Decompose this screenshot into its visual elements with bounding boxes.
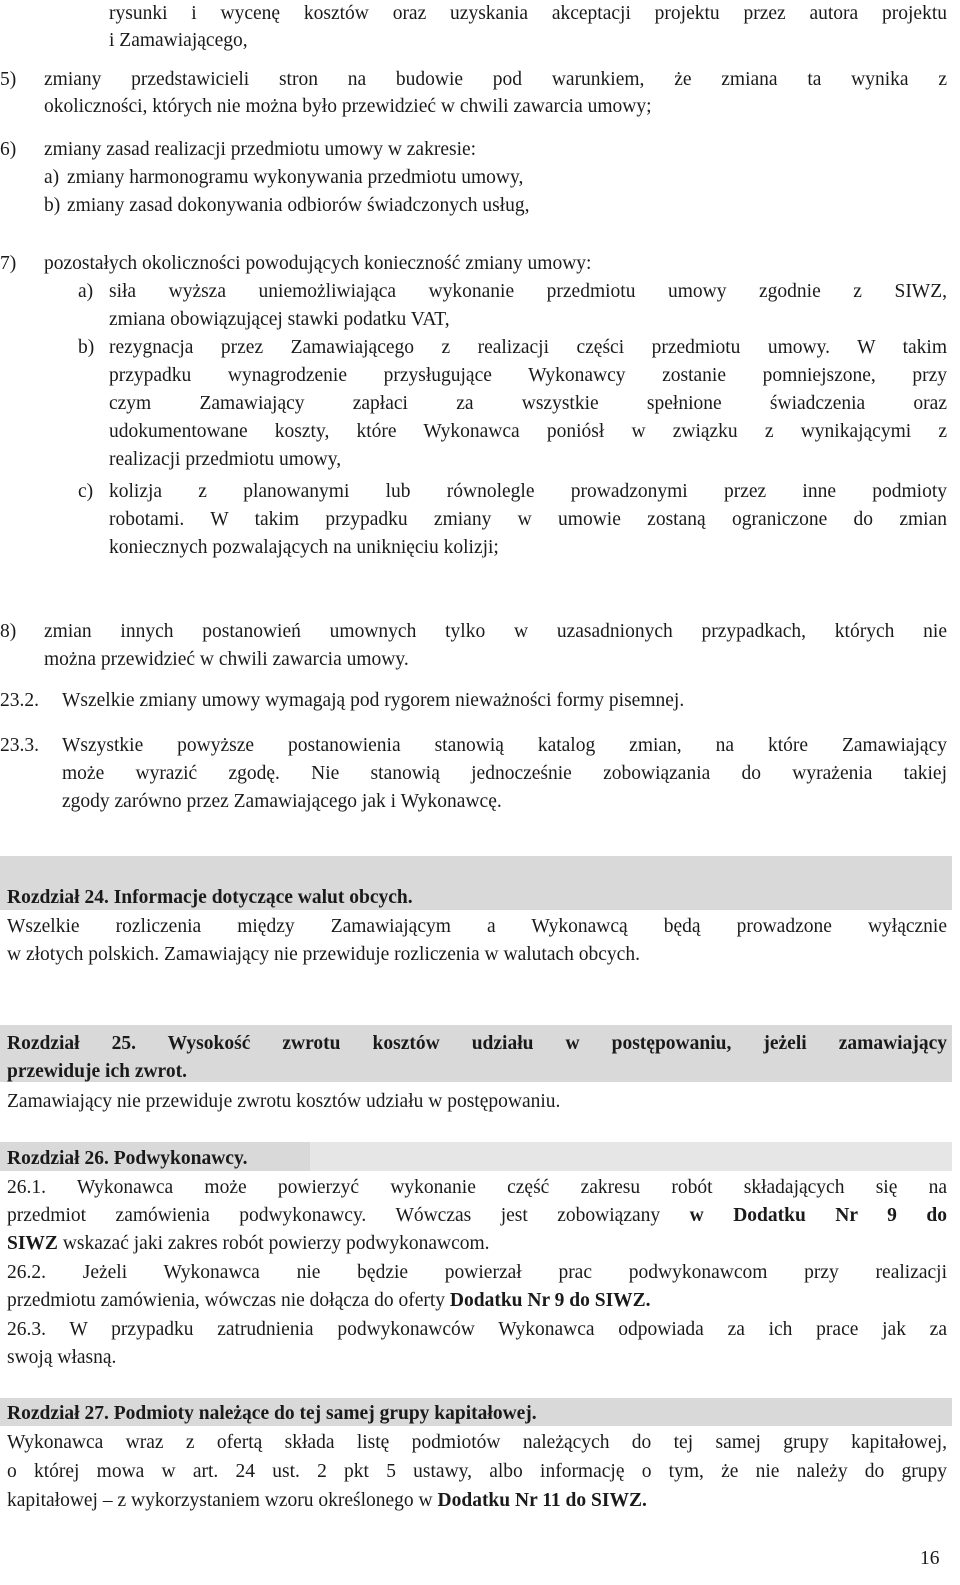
- list-item: pozostałych okoliczności powodujących konieczność zmiany umowy:: [44, 253, 592, 274]
- paragraph-line: [7, 1202, 947, 1230]
- sub-list-letter: a): [44, 167, 60, 188]
- paragraph-line: 26.1. Wykonawca może powierzyć wykonanie część zakresu robót składających się na: [7, 1177, 947, 1198]
- sub-list-letter: c): [78, 481, 94, 502]
- sub-list-item: zmiany zasad dokonywania odbiorów świadczonych usług,: [67, 195, 530, 216]
- paragraph-line: o której mowa w art. 24 ust. 2 pkt 5 ustawy, albo informację o tym, że nie należy do grupy: [7, 1461, 947, 1482]
- chapter-heading: Rozdział 25. Wysokość zwrotu kosztów udziału w postępowaniu, jeżeli zamawiający: [7, 1033, 947, 1054]
- paragraph-line: koniecznych pozwalających na uniknięciu kolizji;: [109, 537, 499, 558]
- list-item: zmian innych postanowień umownych tylko w uzasadnionych przypadkach, których nie: [44, 621, 947, 642]
- paragraph-line: zmiana obowiązującej stawki podatku VAT,: [109, 309, 450, 330]
- bold-reference: Dodatku Nr 9 do SIWZ.: [449, 1290, 651, 1311]
- section-number: 23.3.: [0, 735, 39, 756]
- chapter-heading: Rozdział 26. Podwykonawcy.: [7, 1148, 248, 1169]
- paragraph-line: można przewidzieć w chwili zawarcia umowy.: [44, 649, 409, 670]
- list-number: 6): [0, 139, 17, 160]
- sub-list-letter: b): [78, 337, 95, 358]
- sub-list-letter: a): [78, 281, 94, 302]
- paragraph-line: może wyrazić zgodę. Nie stanowią jednocześnie zobowiązania do wyrażenia takiej: [62, 763, 947, 784]
- paragraph-line: 26.2. Jeżeli Wykonawca nie będzie powierzał prac podwykonawcom przy realizacji: [7, 1262, 947, 1283]
- page-number: 16: [920, 1548, 940, 1569]
- bold-reference: Dodatku Nr 11 do SIWZ.: [437, 1490, 647, 1511]
- sub-list-item: zmiany harmonogramu wykonywania przedmiotu umowy,: [67, 167, 524, 188]
- sub-list-item: kolizja z planowanymi lub równolegle prowadzonymi przez inne podmioty: [109, 481, 947, 502]
- chapter-heading-band: [310, 1142, 952, 1171]
- paragraph-line: i Zamawiającego,: [109, 30, 248, 51]
- list-number: 8): [0, 621, 17, 642]
- paragraph-line: zgody zarówno przez Zamawiającego jak i Wykonawcę.: [62, 791, 502, 812]
- paragraph-line: 26.3. W przypadku zatrudnienia podwykonawców Wykonawca odpowiada za ich prace jak za: [7, 1319, 947, 1340]
- paragraph-line: Zamawiający nie przewiduje zwrotu kosztów udziału w postępowaniu.: [7, 1091, 561, 1112]
- paragraph-line: Wszystkie powyższe postanowienia stanowią katalog zmian, na które Zamawiający: [62, 735, 947, 756]
- list-item: zmiany zasad realizacji przedmiotu umowy w zakresie:: [44, 139, 477, 160]
- paragraph-line: Wszelkie rozliczenia między Zamawiającym a Wykonawcą będą prowadzone wyłącznie: [7, 916, 947, 937]
- paragraph-line: robotami. W takim przypadku zmiany w umowie zostaną ograniczone do zmian: [109, 509, 947, 530]
- section-number: 23.2.: [0, 690, 39, 711]
- bold-reference: w Dodatku Nr 9 do: [689, 1205, 947, 1226]
- bold-reference: SIWZ: [7, 1233, 58, 1254]
- paragraph-line: swoją własną.: [7, 1347, 117, 1368]
- paragraph-line: w złotych polskich. Zamawiający nie przewiduje rozliczenia w walutach obcych.: [7, 944, 640, 965]
- list-item: zmiany przedstawicieli stron na budowie pod warunkiem, że zmiana ta wynika z: [44, 69, 947, 90]
- chapter-heading: przewiduje ich zwrot.: [7, 1061, 187, 1082]
- text-run: przedmiot zamówienia podwykonawcy. Wówczas jest zobowiązany: [7, 1205, 661, 1226]
- paragraph-line: [7, 1287, 651, 1315]
- paragraph-line: [7, 1487, 647, 1515]
- text-run: kapitałowej – z wykorzystaniem wzoru określonego w: [7, 1490, 438, 1511]
- chapter-heading: Rozdział 27. Podmioty należące do tej samej grupy kapitałowej.: [7, 1403, 537, 1424]
- paragraph-line: rysunki i wycenę kosztów oraz uzyskania akceptacji projektu przez autora projektu: [109, 3, 947, 24]
- paragraph-line: czym Zamawiający zapłaci za wszystkie spełnione świadczenia oraz: [109, 393, 947, 414]
- sub-list-item: siła wyższa uniemożliwiająca wykonanie przedmiotu umowy zgodnie z SIWZ,: [109, 281, 947, 302]
- list-number: 7): [0, 253, 17, 274]
- list-number: 5): [0, 69, 17, 90]
- sub-list-item: rezygnacja przez Zamawiającego z realizacji części przedmiotu umowy. W takim: [109, 337, 947, 358]
- text-run: przedmiotu zamówienia, wówczas nie dołącza do oferty: [7, 1290, 450, 1311]
- paragraph-line: udokumentowane koszty, które Wykonawca poniósł w związku z wynikającymi z: [109, 421, 947, 442]
- sub-list-letter: b): [44, 195, 61, 216]
- paragraph-line: realizacji przedmiotu umowy,: [109, 449, 342, 470]
- paragraph-line: [7, 1230, 490, 1258]
- paragraph-line: Wszelkie zmiany umowy wymagają pod rygorem nieważności formy pisemnej.: [62, 690, 685, 711]
- paragraph-line: Wykonawca wraz z ofertą składa listę podmiotów należących do tej samej grupy kapitałowej,: [7, 1432, 947, 1453]
- text-run: wskazać jaki zakres robót powierzy podwykonawcom.: [57, 1233, 490, 1254]
- paragraph-line: okoliczności, których nie można było przewidzieć w chwili zawarcia umowy;: [44, 96, 652, 117]
- paragraph-line: przypadku wynagrodzenie przysługujące Wykonawcy zostanie pomniejszone, przy: [109, 365, 947, 386]
- chapter-heading: Rozdział 24. Informacje dotyczące walut obcych.: [7, 887, 413, 908]
